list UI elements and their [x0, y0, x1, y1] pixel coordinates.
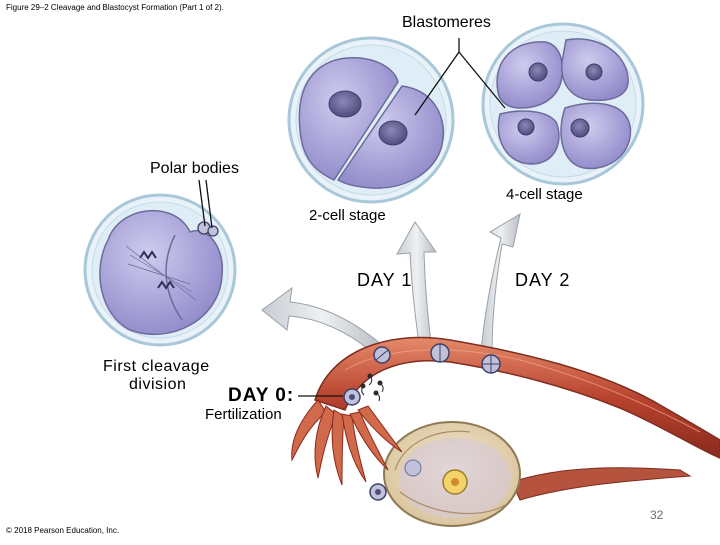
label-blastomeres: Blastomeres	[402, 14, 491, 31]
label-day-0: DAY 0:	[228, 385, 295, 406]
embryo-in-tube-4cell	[482, 355, 500, 373]
figure-caption: Figure 29–2 Cleavage and Blastocyst Formation (Part 1 of 2).	[6, 3, 224, 12]
embryo-in-tube-2cell	[431, 344, 449, 362]
two-cell-stage	[289, 38, 453, 202]
label-first-cleavage	[103, 358, 210, 394]
label-polar-bodies: Polar bodies	[150, 160, 239, 177]
label-first-cleavage-line2: division	[129, 376, 187, 393]
copyright-notice: © 2018 Pearson Education, Inc.	[6, 526, 120, 535]
four-cell-stage	[483, 24, 643, 184]
oocyte-released	[370, 484, 386, 500]
arrow-to-first-cleavage	[262, 288, 382, 352]
zygote-fertilization	[344, 389, 360, 405]
label-day-2: DAY 2	[515, 270, 571, 290]
label-2-cell-stage: 2-cell stage	[309, 207, 386, 224]
ovary	[384, 422, 690, 526]
label-fertilization: Fertilization	[205, 406, 282, 423]
label-first-cleavage-line1: First cleavage	[103, 358, 210, 375]
label-4-cell-stage: 4-cell stage	[506, 186, 583, 203]
label-day-1: DAY 1	[357, 270, 413, 290]
first-cleavage-cell	[85, 195, 235, 345]
slide-page-number: 32	[650, 508, 664, 522]
embryo-in-tube-1	[374, 347, 390, 363]
